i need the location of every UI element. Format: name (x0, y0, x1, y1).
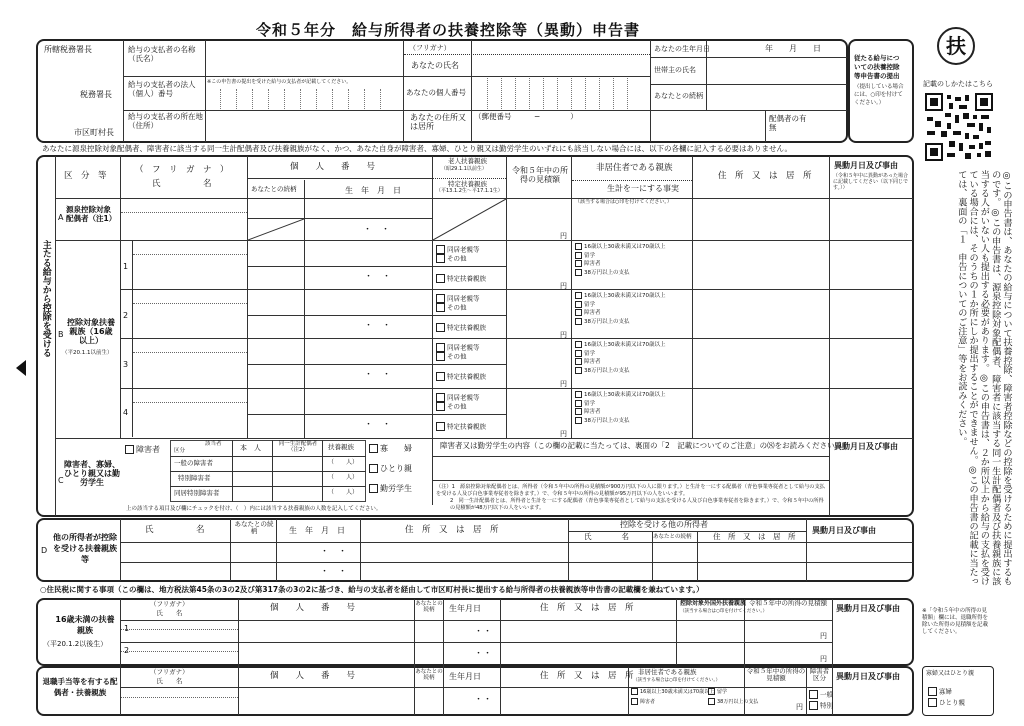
retire-opt-2[interactable] (708, 688, 727, 696)
instruction-text: あなたに源泉控除対象配偶者、障害者に該当する同一生計配偶者及び扶養親族がなく、かつ、あなた自身が障害者、寡婦、ひとり親又は勤労学生のいずれにも該当しない場合には、以下の各欄に記入する必要はありません。 (42, 144, 792, 153)
b-row-4-yen: 円 (560, 430, 567, 438)
elderly-opt-label: 同居老親等 (447, 393, 480, 402)
row-num-1: 1 (123, 262, 129, 271)
b-row-2-date-dots: ・ ・ (364, 321, 392, 331)
specific-opt-label: 特定扶養親族 (447, 372, 486, 381)
col-specific-range: （平13.1.2生〜平17.1.1生） (436, 188, 503, 194)
b-row-3-yen: 円 (560, 380, 567, 388)
your-name-field[interactable] (473, 56, 648, 75)
b-row-4-name-field[interactable] (134, 403, 246, 436)
retire-income: 令和５年中の所得の見積額 (746, 667, 806, 683)
c-change-label: 異動月日及び事由 (834, 442, 898, 451)
b-row-4-specific-opt[interactable] (436, 422, 486, 431)
nr-opt-label: 留学 (584, 350, 596, 357)
payer-name-label: 給与の支払者の名称（氏名） (128, 45, 196, 63)
payer-address-label: 給与の支払者の所在地（住所） (128, 112, 203, 130)
b-row-2-elderly-opt-2[interactable] (436, 303, 467, 312)
col-relation: あなたとの続柄 (251, 185, 297, 193)
widow-opt-2[interactable] (928, 698, 965, 707)
dis-opt-general-label: 一般 (820, 690, 833, 699)
payer-address-field[interactable] (207, 112, 401, 140)
c-self: 本 人 (240, 444, 261, 452)
qr-code-icon (925, 93, 993, 161)
sec-b-sub: （平20.1.1以前生） (62, 350, 113, 356)
nr-opt-label: 留学 (584, 400, 596, 407)
elderly-other-label: その他 (447, 254, 467, 263)
side-main-label: 主たる給与から控除を受ける (40, 240, 51, 357)
retire-nr-fact: 非居住者である親族 (638, 668, 697, 676)
nr-opt-label: 留学 (584, 252, 596, 259)
specific-opt-label: 特定扶養親族 (447, 323, 486, 332)
spouse-label: 配偶者の有無 (769, 114, 807, 132)
col-income: 令和５年中の所得の見積額 (512, 166, 568, 185)
col-change-note: （令和５年中に異動があった場合に記載してください（以下同じです。）） (833, 173, 909, 191)
sec-c-letter: C (58, 476, 64, 485)
form-title: 令和５年分 給与所得者の扶養控除等（異動）申告書 (256, 21, 641, 39)
b-row-number-divider (248, 364, 432, 365)
b-row-elderly-divider (433, 315, 506, 316)
col-birth: 生 年 月 日 (345, 186, 401, 195)
b-row-1-elderly-opt-2[interactable] (436, 254, 467, 263)
u16-dots-1: ・・ (474, 627, 493, 637)
col-specific: 特定扶養親族 (448, 180, 487, 188)
b-row-2-elderly-opt-1[interactable] (436, 294, 480, 303)
retire-opt-3[interactable] (631, 698, 655, 706)
b-row-2-name-field[interactable] (134, 304, 246, 337)
b-row-1-nr-opt-2[interactable] (575, 252, 595, 260)
b-row-3-nr-opt-3[interactable] (575, 358, 601, 366)
nr-opt-label: 16歳以上30歳未満又は70歳以上 (584, 293, 666, 299)
u16-change: 異動月日及び事由 (836, 604, 900, 613)
your-address-field[interactable] (473, 124, 648, 141)
c-disabled-label: 障害者 (136, 445, 160, 454)
b-row-4-nr-opt-1[interactable] (575, 391, 666, 399)
c-persons-2: （ 人） (328, 474, 359, 481)
row-num-2: 2 (123, 311, 129, 320)
b-row-3-nr-opt-4[interactable] (575, 367, 630, 375)
elderly-opt-label: 同居老親等 (447, 294, 480, 303)
c-detail-label: 障害者又は勤労学生の内容（この欄の記載に当たっては、裏面の「2 記載についてのご注意」の⑻をお読みください。） (440, 441, 846, 450)
furigana-label: （フリガナ） (409, 44, 451, 52)
c-dependents: 扶養親族 (328, 443, 354, 451)
nr-opt-label: 38万円以上の支払 (584, 367, 630, 374)
c-widow-label: 寡 婦 (380, 444, 412, 453)
col-kubun: 区 分 等 (64, 171, 107, 181)
nr-opt-label: 障害者 (584, 409, 601, 415)
b-row-3-nr-opt-2[interactable] (575, 350, 595, 358)
submit-note-2: いての扶養控除 (854, 63, 900, 71)
nr-opt-label: 38万円以上の支払 (584, 318, 630, 325)
b-row-4-address-field[interactable] (694, 390, 828, 436)
b-row-1-specific-opt[interactable] (436, 274, 486, 283)
u16-num-2: 2 (124, 646, 130, 655)
d-op-relation: あなたとの続柄 (653, 534, 692, 540)
d-op-name: 氏 名 (584, 532, 629, 541)
retire-opt-3-label: 障害者 (640, 699, 656, 705)
dis-opt-special[interactable] (809, 701, 833, 710)
u16-income: 令和５年中の所得の見積額 (749, 599, 827, 607)
nr-opt-label: 留学 (584, 301, 596, 308)
u16-yen-1: 円 (820, 632, 827, 640)
b-row-4-elderly-opt-1[interactable] (436, 393, 480, 402)
howto-link[interactable]: 記載のしかたはこちら (923, 80, 993, 88)
d-dots-1: ・ ・ (320, 547, 348, 557)
resident-tax-heading: ○住民税に関する事項（この欄は、地方税法第45条の3の2及び第317条の3の2に基づき、給与の支払者を経由して市区町村長に提出する給与所得者の扶養親族等申告書の記載欄を兼ねています。） (40, 585, 704, 594)
b-row-2-nr-opt-4[interactable] (575, 318, 630, 326)
submit-note-6: ください。） (854, 100, 885, 106)
b-row-1-date-dots: ・ ・ (364, 272, 392, 282)
d-change: 異動月日及び事由 (812, 526, 876, 535)
col-nonres-note: （該当する場合は○印を付けてください。） (575, 199, 672, 205)
widow-opt-1[interactable] (928, 687, 952, 696)
col-change: 異動月日及び事由 (834, 161, 898, 170)
c-applicant: 該当者 (205, 441, 222, 447)
nr-opt-label: 16歳以上30歳未満又は70歳以上 (584, 244, 666, 250)
b-row-1-nr-opt-1[interactable] (575, 243, 666, 251)
specific-opt-label: 特定扶養親族 (447, 422, 486, 431)
sec-d-letter: D (41, 546, 48, 555)
relation-label: あなたとの続柄 (654, 92, 703, 100)
col-number: 個 人 番 号 (290, 162, 376, 172)
c-persons-3: （ 人） (328, 489, 359, 496)
householder-label: 世帯主の氏名 (654, 66, 696, 74)
nr-opt-label: 38万円以上の支払 (584, 269, 630, 276)
b-row-1-nr-opt-4[interactable] (575, 269, 630, 277)
d-other-payer: 控除を受ける他の所得者 (620, 520, 708, 529)
b-row-1-name-field[interactable] (134, 255, 246, 288)
nr-opt-label: 16歳以上30歳未満又は70歳以上 (584, 392, 666, 398)
b-row-elderly-divider (433, 266, 506, 267)
u16-label: 16歳未満の扶養親族 (55, 615, 115, 635)
u16-num-1: 1 (124, 624, 130, 633)
u16-nonres: 控除対象外国外扶養親族 (680, 600, 747, 607)
specific-opt-label: 特定扶養親族 (447, 274, 486, 283)
b-row-2-address-field[interactable] (694, 291, 828, 337)
c-same: 同一生計配偶者（注2） (278, 441, 318, 454)
mayor-label: 市区町村長 (74, 128, 114, 137)
c-persons-1: （ 人） (328, 459, 359, 466)
widow-opt-2-label: ひとり親 (939, 698, 965, 707)
c-note-check: 上の該当する項目及び欄にチェックを付け、（ ）内には該当する扶養親族の人数を記入してください。 (126, 506, 382, 512)
payer-number-note: ※この申告書の提出を受けた給与の支払者が記載してください。 (207, 79, 352, 85)
b-row-3-elderly-opt-2[interactable] (436, 352, 467, 361)
sec-a-yen: 円 (560, 232, 567, 240)
col-name: （ フ リ ガ ナ ） 氏 名 (135, 165, 229, 189)
elderly-other-label: その他 (447, 352, 467, 361)
retire-yen: 円 (796, 703, 803, 711)
row-num-3: 3 (123, 360, 129, 369)
retire-nr-note: （該当する場合は○印を付けてください。） (633, 678, 721, 683)
u16-dots-2: ・・ (474, 649, 493, 659)
retire-furigana-name: （フリガナ） 氏 名 (150, 668, 189, 685)
postal-label: （郵便番号 − ） (474, 112, 578, 121)
b-row-2-yen: 円 (560, 331, 567, 339)
submit-note-5: には、○印を付けて (854, 92, 903, 98)
retire-dots: ・・ (474, 695, 493, 705)
col-elderly-range: （昭29.1.1以前生） (441, 166, 487, 172)
c-single-check[interactable] (369, 464, 412, 473)
c-disabled-check[interactable] (125, 445, 160, 454)
b-row-2-nr-opt-2[interactable] (575, 301, 595, 309)
nr-opt-label: 16歳以上30歳未満又は70歳以上 (584, 342, 666, 348)
left-arrow-icon (16, 360, 26, 376)
d-dots-2: ・ ・ (320, 567, 348, 577)
dis-opt-special-label: 特別 (820, 701, 833, 710)
your-address-label: あなたの住所又は居所 (410, 113, 466, 132)
b-row-2-nr-opt-1[interactable] (575, 292, 666, 300)
col-samelife: 生計を一にする事実 (607, 184, 679, 193)
sec-b-letter: B (58, 330, 64, 339)
b-row-elderly-divider (433, 414, 506, 415)
b-row-4-nr-opt-2[interactable] (575, 400, 595, 408)
elderly-other-label: その他 (447, 402, 467, 411)
b-row-1-yen: 円 (560, 282, 567, 290)
sec-b-label: 控除対象扶養親族（16歳以上） (67, 318, 115, 346)
d-birth: 生 年 月 日 (289, 526, 345, 535)
c-student-check[interactable] (369, 484, 412, 493)
u16-furigana-name: （フリガナ） 氏 名 (150, 600, 189, 617)
sec-a-letter: A (58, 213, 64, 222)
d-op-address: 住 所 又 は 居 所 (713, 532, 796, 541)
retire-opt-1[interactable] (631, 688, 714, 696)
submit-note-3: 等申告書の提出 (854, 72, 900, 80)
c-general: 一般の障害者 (174, 459, 213, 467)
d-relation: あなたとの続柄 (234, 520, 274, 536)
b-row-4-elderly-opt-2[interactable] (436, 402, 467, 411)
b-row-3-elderly-opt-1[interactable] (436, 343, 480, 352)
nr-opt-label: 障害者 (584, 310, 601, 316)
sec-a-date-dots: ・ ・ (363, 225, 391, 235)
c-widow-check[interactable] (369, 444, 412, 453)
retire-dis-kubun: 障害者区分 (809, 667, 830, 683)
b-row-number-divider (248, 315, 432, 316)
nr-opt-label: 障害者 (584, 359, 601, 365)
sec-a-diagonal (248, 219, 304, 240)
col-nonres: 非居住者である親族 (596, 163, 673, 173)
b-row-4-date-dots: ・ ・ (364, 420, 392, 430)
u16-nonres-note: （該当する場合は○印を付けてください。） (680, 609, 768, 614)
u16-number: 個 人 番 号 (270, 603, 356, 613)
payer-number-label: 給与の支払者の法人（個人）番号 (128, 80, 196, 98)
b-row-2-nr-opt-3[interactable] (575, 309, 601, 317)
u16-sub: （平20.1.2以後生） (43, 640, 108, 648)
b-row-4-nr-opt-3[interactable] (575, 408, 601, 416)
retire-number: 個 人 番 号 (270, 671, 356, 681)
submit-note-1: 従たる給与につ (854, 54, 900, 62)
birthdate-label: あなたの生年月日 (654, 45, 710, 53)
sec-a-diag-2 (433, 199, 506, 240)
u16-relation: あなたとの続柄 (415, 601, 443, 614)
widow-opt-1-label: 寡婦 (939, 687, 952, 696)
your-number-label: あなたの個人番号 (406, 88, 466, 97)
b-row-3-specific-opt[interactable] (436, 372, 486, 381)
d-address: 住 所 又 は 居 所 (405, 525, 499, 535)
tax-office-label: 税務署長 (80, 90, 112, 99)
col-elderly: 老人扶養親族 (448, 157, 487, 165)
elderly-opt-label: 同居老親等 (447, 245, 480, 254)
nr-opt-label: 38万円以上の支払 (584, 417, 630, 424)
u16-birth: 生年月日 (449, 604, 481, 613)
dis-opt-general[interactable] (809, 690, 833, 699)
retire-birth: 生年月日 (449, 672, 481, 681)
elderly-other-label: その他 (447, 303, 467, 312)
b-row-3-address-field[interactable] (694, 340, 828, 386)
sec-d-label: 他の所得者が控除を受ける扶養親族等 (53, 533, 117, 564)
retire-opt-4[interactable] (708, 698, 758, 706)
b-row-4-nr-opt-4[interactable] (575, 417, 630, 425)
b-row-3-nr-opt-1[interactable] (575, 341, 666, 349)
retire-relation: あなたとの続柄 (415, 669, 443, 682)
retire-opt-1-label: 16歳以上30歳未満又は70歳以上 (640, 689, 715, 695)
sec-c-label: 障害者、寡婦、ひとり親又は勤労学生 (64, 460, 120, 488)
right-side-note: ◎この申告書は、あなたの給与について扶養控除、障害者控除などの控除を受けるために提出するものです。◎この申告書は、源泉控除対象配偶者、障害者に該当する同一生計配偶者及び扶養親族に該当する人がいない人も提出する必要があります。◎この申告書は、２か所以上から給与の支払を受けている場合には、そのうちの１か所にしか提出することができません。◎この申告書の記載に当たっては、裏面の「１ 申告についてのご注意」等をお読みください。 (955, 170, 1012, 586)
c-kubun: 区分 (174, 448, 186, 454)
b-row-3-name-field[interactable] (134, 353, 246, 386)
resident-side-note: ※「令和５年中の所得の見積額」欄には、退職所得を除いた所得の見積額を記載してください。 (922, 608, 989, 635)
c-single-label: ひとり親 (380, 464, 412, 473)
c-note-2: 2 同一生計配偶者とは、所得者と生計を一にする配偶者（青色事業専従者として給与の支払を受ける人及び白色事業専従者を除きます。）で、令和５年中の所得の見積額が48万円以下の人をいいます。 (450, 498, 824, 511)
row-num-4: 4 (123, 408, 129, 417)
col-address: 住 所 又 は 居 所 (718, 171, 812, 181)
c-student-label: 勤労学生 (380, 484, 412, 493)
b-row-number-divider (248, 414, 432, 415)
retire-opt-4-label: 38万円以上の支払 (717, 699, 759, 705)
widow-label: 寡婦又はひとり親 (926, 670, 975, 677)
sec-a-label: 源泉控除対象配偶者（注1） (66, 205, 117, 223)
c-special-cohab: 同居特別障害者 (174, 489, 220, 497)
c-note-1: （注）1 源泉控除対象配偶者とは、所得者（令和５年中の所得の見積額が900万円以下の人に限ります。）と生計を一にする配偶者（青色事業専従者として給与の支払を受ける人及び白色事業専従者を除きます。）で、令和５年中の所得の見積額が95万円以下の人をいいます。 (436, 484, 825, 497)
b-row-1-nr-opt-3[interactable] (575, 260, 601, 268)
b-row-3-date-dots: ・ ・ (364, 370, 392, 380)
retire-opt-2-label: 留学 (717, 689, 728, 695)
nr-opt-label: 障害者 (584, 261, 601, 267)
birthdate-units: 年 月 日 (765, 44, 821, 53)
retire-label: 退職手当等を有する配偶者・扶養親族 (42, 677, 118, 697)
b-row-elderly-divider (433, 364, 506, 365)
tax-office-head-label: 所轄税務署長 (44, 45, 92, 54)
submit-note-4: （提出している場合 (854, 84, 904, 90)
retire-address: 住 所 又 は 居 所 (540, 671, 634, 681)
u16-yen-2: 円 (820, 655, 827, 663)
d-name: 氏 名 (145, 525, 205, 535)
b-row-1-address-field[interactable] (694, 242, 828, 288)
c-special: 特別障害者 (178, 474, 211, 482)
u16-address: 住 所 又 は 居 所 (540, 603, 634, 613)
retire-change: 異動月日及び事由 (836, 672, 900, 681)
fu-mark-text: 扶 (946, 34, 966, 58)
your-name-label: あなたの氏名 (411, 61, 459, 70)
payer-name-field[interactable] (207, 42, 401, 74)
b-row-1-elderly-opt-1[interactable] (436, 245, 480, 254)
b-row-2-specific-opt[interactable] (436, 323, 486, 332)
fu-circle-mark (937, 27, 975, 65)
b-row-number-divider (248, 266, 432, 267)
elderly-opt-label: 同居老親等 (447, 343, 480, 352)
